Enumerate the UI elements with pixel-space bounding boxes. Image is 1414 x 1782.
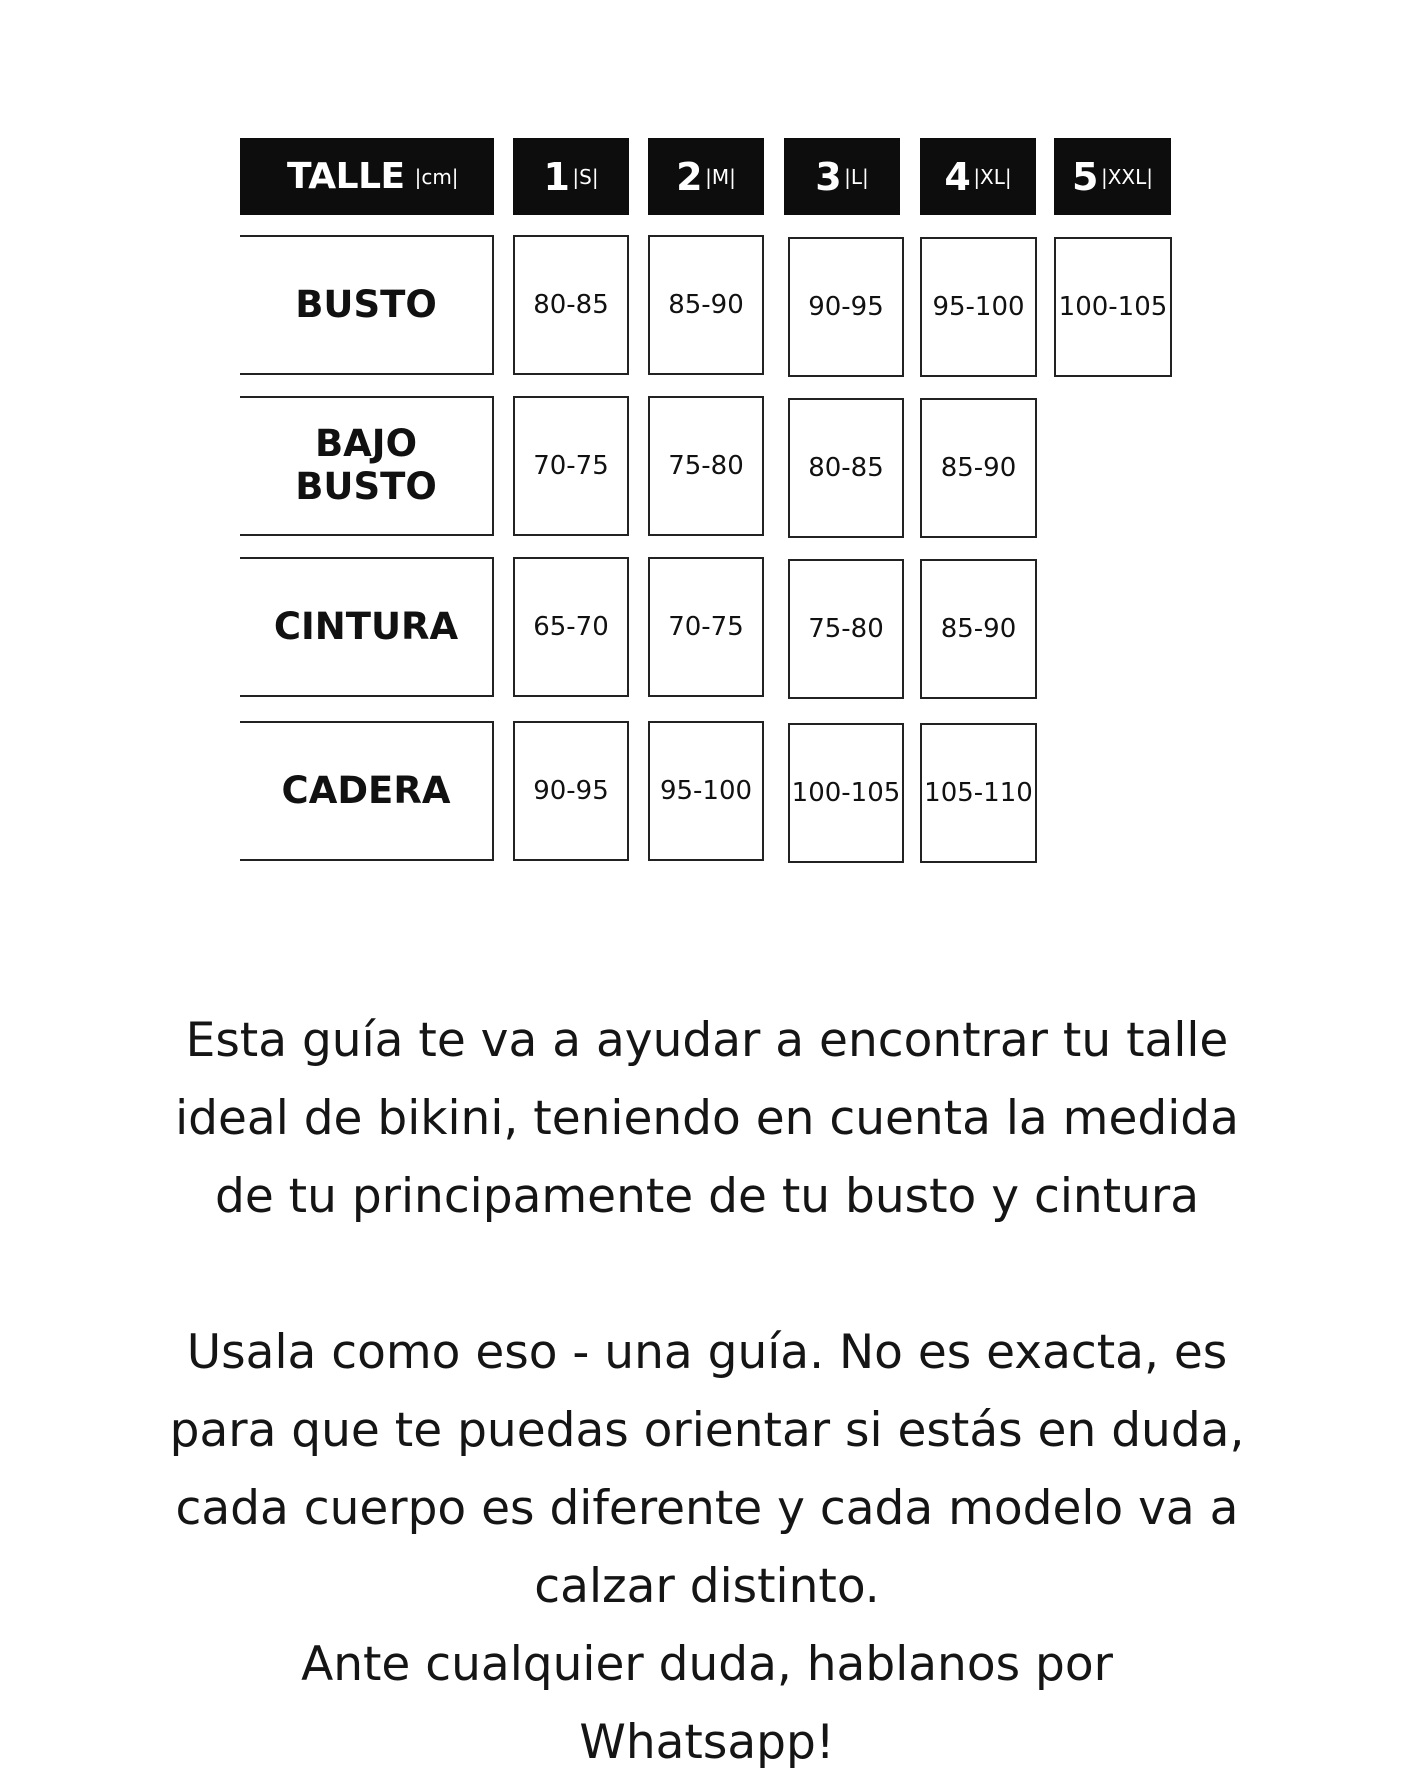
table-cell: 100-105: [788, 723, 904, 863]
row-label-text: CINTURA: [273, 604, 459, 648]
row-label-line-2: BUSTO: [295, 465, 437, 508]
header-size-3: [784, 138, 900, 215]
header-size-4: [920, 138, 1036, 215]
size-letter: |XXL|: [1100, 164, 1153, 189]
table-cell: 80-85: [513, 235, 629, 375]
table-cell: 95-100: [648, 721, 764, 861]
table-cell: 90-95: [788, 237, 904, 377]
table-cell: 105-110: [920, 723, 1037, 863]
table-cell: 75-80: [648, 396, 764, 536]
text-line: Usala como eso - una guía. No es exacta, es: [186, 1325, 1228, 1380]
text-line: calzar distinto.: [534, 1559, 880, 1614]
table-cell: 75-80: [788, 559, 904, 699]
text-line: de tu principamente de tu busto y cintura: [214, 1169, 1200, 1224]
size-number: 4: [944, 154, 971, 199]
table-cell: 65-70: [513, 557, 629, 697]
table-cell: 100-105: [1054, 237, 1172, 377]
text-line: Whatsapp!: [579, 1715, 835, 1770]
table-cell: 85-90: [920, 559, 1037, 699]
text-line: Esta guía te va a ayudar a encontrar tu talle: [185, 1013, 1229, 1068]
table-cell: 70-75: [513, 396, 629, 536]
row-label-bajo-busto: [240, 396, 494, 536]
table-cell: 85-90: [920, 398, 1037, 538]
table-cell: 70-75: [648, 557, 764, 697]
talle-title: TALLE: [287, 156, 405, 197]
header-size-5: [1054, 138, 1171, 215]
size-number: 3: [815, 154, 842, 199]
text-line: cada cuerpo es diferente y cada modelo va a: [175, 1481, 1239, 1536]
header-talle: [240, 138, 494, 215]
table-cell: 85-90: [648, 235, 764, 375]
size-number: 2: [676, 154, 703, 199]
row-label-text: BUSTO: [295, 282, 437, 326]
text-line: para que te puedas orientar si estás en duda,: [169, 1403, 1245, 1458]
text-line: ideal de bikini, teniendo en cuenta la medida: [175, 1091, 1239, 1146]
guide-note: [100, 1314, 1314, 1782]
row-label-line-1: BAJO: [314, 422, 418, 466]
size-letter: |M|: [705, 164, 736, 189]
talle-unit: |cm|: [414, 164, 459, 189]
size-number: 5: [1072, 154, 1098, 199]
size-letter: |S|: [572, 164, 599, 189]
text-line: Ante cualquier duda, hablanos por: [301, 1637, 1113, 1692]
size-letter: |XL|: [973, 164, 1012, 189]
table-cell: 90-95: [513, 721, 629, 861]
table-cell: 80-85: [788, 398, 904, 538]
row-label-cintura: [240, 557, 494, 697]
header-size-1: [513, 138, 629, 215]
row-label-busto: [240, 235, 494, 375]
row-label-cadera: [240, 721, 494, 861]
row-label-text: CADERA: [281, 768, 451, 812]
guide-intro: [100, 1002, 1314, 1236]
header-size-2: [648, 138, 764, 215]
table-cell: 95-100: [920, 237, 1037, 377]
row-label-text-wrap: [295, 423, 437, 509]
size-letter: |L|: [844, 164, 869, 189]
size-number: 1: [543, 154, 570, 199]
